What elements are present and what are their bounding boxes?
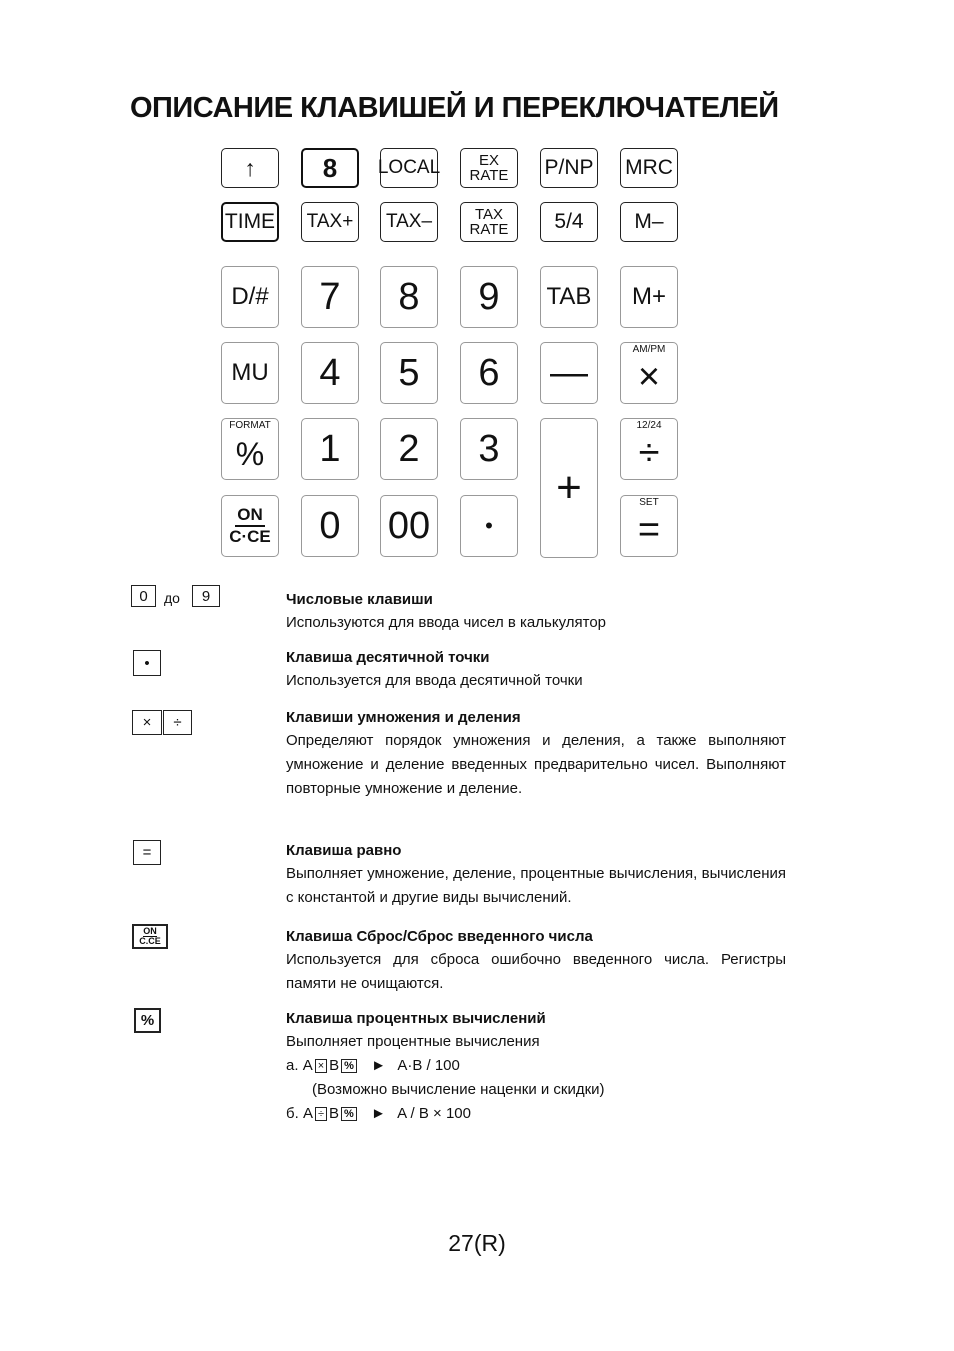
section-body: Выполняет процентные вычисления — [286, 1033, 540, 1050]
multiply-key-icon — [132, 710, 162, 735]
section-body: Используются для ввода чисел в калькулятор — [286, 614, 607, 631]
key-label: 9 — [478, 275, 500, 318]
key-time — [221, 202, 279, 242]
section-clear-key — [286, 926, 786, 996]
key-label-line: TAX — [474, 206, 504, 223]
section-body: Определяют порядок умножения и деления, а также выполняют умножение и деление введенных предварительно чисел. Выполняют повторные умножение и деление. — [286, 732, 786, 797]
key-8 — [380, 266, 438, 328]
key-tax-rate — [460, 202, 518, 242]
key-mu — [221, 342, 279, 404]
key-label: TAX+ — [306, 211, 354, 232]
key-0 — [301, 495, 359, 557]
formula-operand: A — [302, 1105, 313, 1122]
key-label: — — [550, 351, 588, 394]
key-label: MU — [231, 359, 269, 386]
key-label: 00 — [387, 504, 431, 547]
icon-cce-label: C.CE — [139, 936, 161, 946]
key-label — [470, 207, 509, 237]
key-label: 1 — [319, 427, 341, 470]
arrow-icon: ► — [371, 1057, 386, 1074]
section-title: Клавиша десятичной точки — [286, 649, 490, 666]
key-label: + — [556, 463, 582, 512]
key-equal — [620, 495, 678, 557]
section-multiply-divide — [286, 707, 786, 801]
key-divide — [620, 418, 678, 480]
key-label: 8 — [398, 275, 420, 318]
icon-label: % — [140, 1012, 155, 1029]
key-2 — [380, 418, 438, 480]
divide-icon: ÷ — [315, 1107, 327, 1121]
section-body: Используется для ввода десятичной точки — [286, 672, 583, 689]
key-m-plus — [620, 266, 678, 328]
point-key-icon — [133, 650, 161, 676]
zero-key-icon — [131, 585, 156, 607]
key-5 — [380, 342, 438, 404]
formula-a-note: (Возможно вычисление наценки и скидки) — [312, 1081, 605, 1098]
key-point — [460, 495, 518, 557]
key-7 — [301, 266, 359, 328]
key-label: 8 — [322, 152, 338, 183]
key-00 — [380, 495, 438, 557]
key-sublabel: AM/PM — [632, 344, 666, 355]
key-label: 7 — [319, 275, 341, 318]
section-body: Выполняет умножение, деление, процентные вычисления, вычисления с константой и другие виды вычислений. — [286, 865, 786, 906]
key-label: 5/4 — [554, 210, 584, 233]
key-sublabel: SET — [639, 497, 659, 508]
key-label: ÷ — [638, 431, 660, 474]
key-up-arrow — [221, 148, 279, 188]
section-title: Числовые клавиши — [286, 591, 433, 608]
icon-label: = — [142, 844, 152, 861]
multiply-icon: × — [315, 1059, 327, 1073]
nine-key-icon — [192, 585, 220, 607]
section-title: Клавиши умножения и деления — [286, 709, 521, 726]
key-label: M+ — [631, 283, 666, 310]
key-label: P/NP — [544, 156, 594, 179]
section-equal-key — [286, 840, 786, 910]
key-3 — [460, 418, 518, 480]
icon-on-label: ON — [143, 926, 157, 936]
key-label: = — [637, 508, 661, 551]
key-label: 4 — [319, 351, 341, 394]
key-percent — [221, 418, 279, 480]
formula-operand: B — [329, 1105, 340, 1122]
key-label: TIME — [224, 210, 276, 233]
key-tax-plus — [301, 202, 359, 242]
key-label — [470, 153, 509, 183]
page-number: 27(R) — [448, 1230, 506, 1256]
section-title: Клавиша Сброс/Сброс введенного числа — [286, 928, 593, 945]
key-local — [377, 148, 441, 188]
key-label: • — [485, 513, 493, 538]
key-label: TAX– — [385, 211, 433, 232]
key-label: × — [637, 355, 661, 398]
icon-label: 0 — [139, 587, 148, 605]
key-five-four — [540, 202, 598, 242]
formula-operand: A — [302, 1057, 313, 1074]
key-tax-minus — [380, 202, 438, 242]
key-sublabel: FORMAT — [229, 420, 271, 431]
formula-result: A / B × 100 — [397, 1105, 471, 1122]
key-pnp — [540, 148, 598, 188]
section-body: Используется для сброса ошибочно введенного числа. Регистры памяти не очищаются. — [286, 951, 786, 992]
key-label: TAB — [546, 283, 592, 310]
formula-operand: B — [329, 1057, 340, 1074]
key-label: ↑ — [244, 154, 256, 181]
key-label-line: RATE — [469, 167, 509, 184]
key-label-line: RATE — [469, 221, 509, 238]
section-numeric-keys — [286, 589, 786, 635]
key-label: M– — [634, 210, 664, 233]
key-label: 3 — [478, 427, 500, 470]
on-label: ON — [235, 505, 265, 527]
key-9 — [460, 266, 518, 328]
key-m-minus — [620, 202, 678, 242]
percent-icon: % — [341, 1059, 357, 1073]
formula-a — [286, 1054, 786, 1078]
section-percent-key — [286, 1008, 786, 1126]
key-label: 6 — [478, 351, 500, 394]
key-ex-rate — [460, 148, 518, 188]
equal-key-icon — [133, 840, 161, 865]
icon-label: × — [142, 714, 152, 731]
key-tab — [540, 266, 598, 328]
formula-label: б. — [286, 1105, 299, 1122]
key-label: D/# — [231, 283, 269, 310]
key-label: MRC — [625, 156, 673, 179]
icon-label: ÷ — [173, 714, 182, 731]
key-mrc — [620, 148, 678, 188]
cce-label: C·CE — [229, 527, 271, 546]
formula-result: A·B / 100 — [397, 1057, 460, 1074]
key-label: % — [235, 435, 265, 472]
key-sublabel: 12/24 — [636, 420, 662, 431]
percent-key-icon — [134, 1008, 161, 1033]
percent-icon: % — [341, 1107, 357, 1121]
icon-label: 9 — [201, 587, 211, 605]
key-label-line: EX — [478, 152, 499, 169]
key-label: 0 — [319, 504, 341, 547]
section-decimal-point — [286, 647, 786, 693]
key-6 — [460, 342, 518, 404]
key-eight-segment — [301, 148, 359, 188]
range-word: до — [164, 590, 180, 606]
formula-b — [286, 1102, 786, 1126]
key-plus — [540, 418, 598, 558]
key-label: 2 — [398, 427, 420, 470]
formula-label: а. — [286, 1057, 299, 1074]
key-4 — [301, 342, 359, 404]
key-minus — [540, 342, 598, 404]
section-title: Клавиша равно — [286, 842, 402, 859]
section-title: Клавиша процентных вычислений — [286, 1010, 546, 1027]
icon-label: • — [144, 654, 150, 672]
key-label: LOCAL — [377, 157, 441, 178]
arrow-icon: ► — [370, 1105, 386, 1122]
page-title: ОПИСАНИЕ КЛАВИШЕЙ И ПЕРЕКЛЮЧАТЕЛЕЙ — [130, 92, 779, 124]
key-multiply — [620, 342, 678, 404]
key-on-cce — [221, 495, 279, 557]
key-1 — [301, 418, 359, 480]
key-d-hash — [221, 266, 279, 328]
key-label: 5 — [398, 351, 420, 394]
on-cce-label — [229, 505, 271, 547]
on-cce-key-icon — [132, 924, 168, 949]
divide-key-icon — [163, 710, 192, 735]
